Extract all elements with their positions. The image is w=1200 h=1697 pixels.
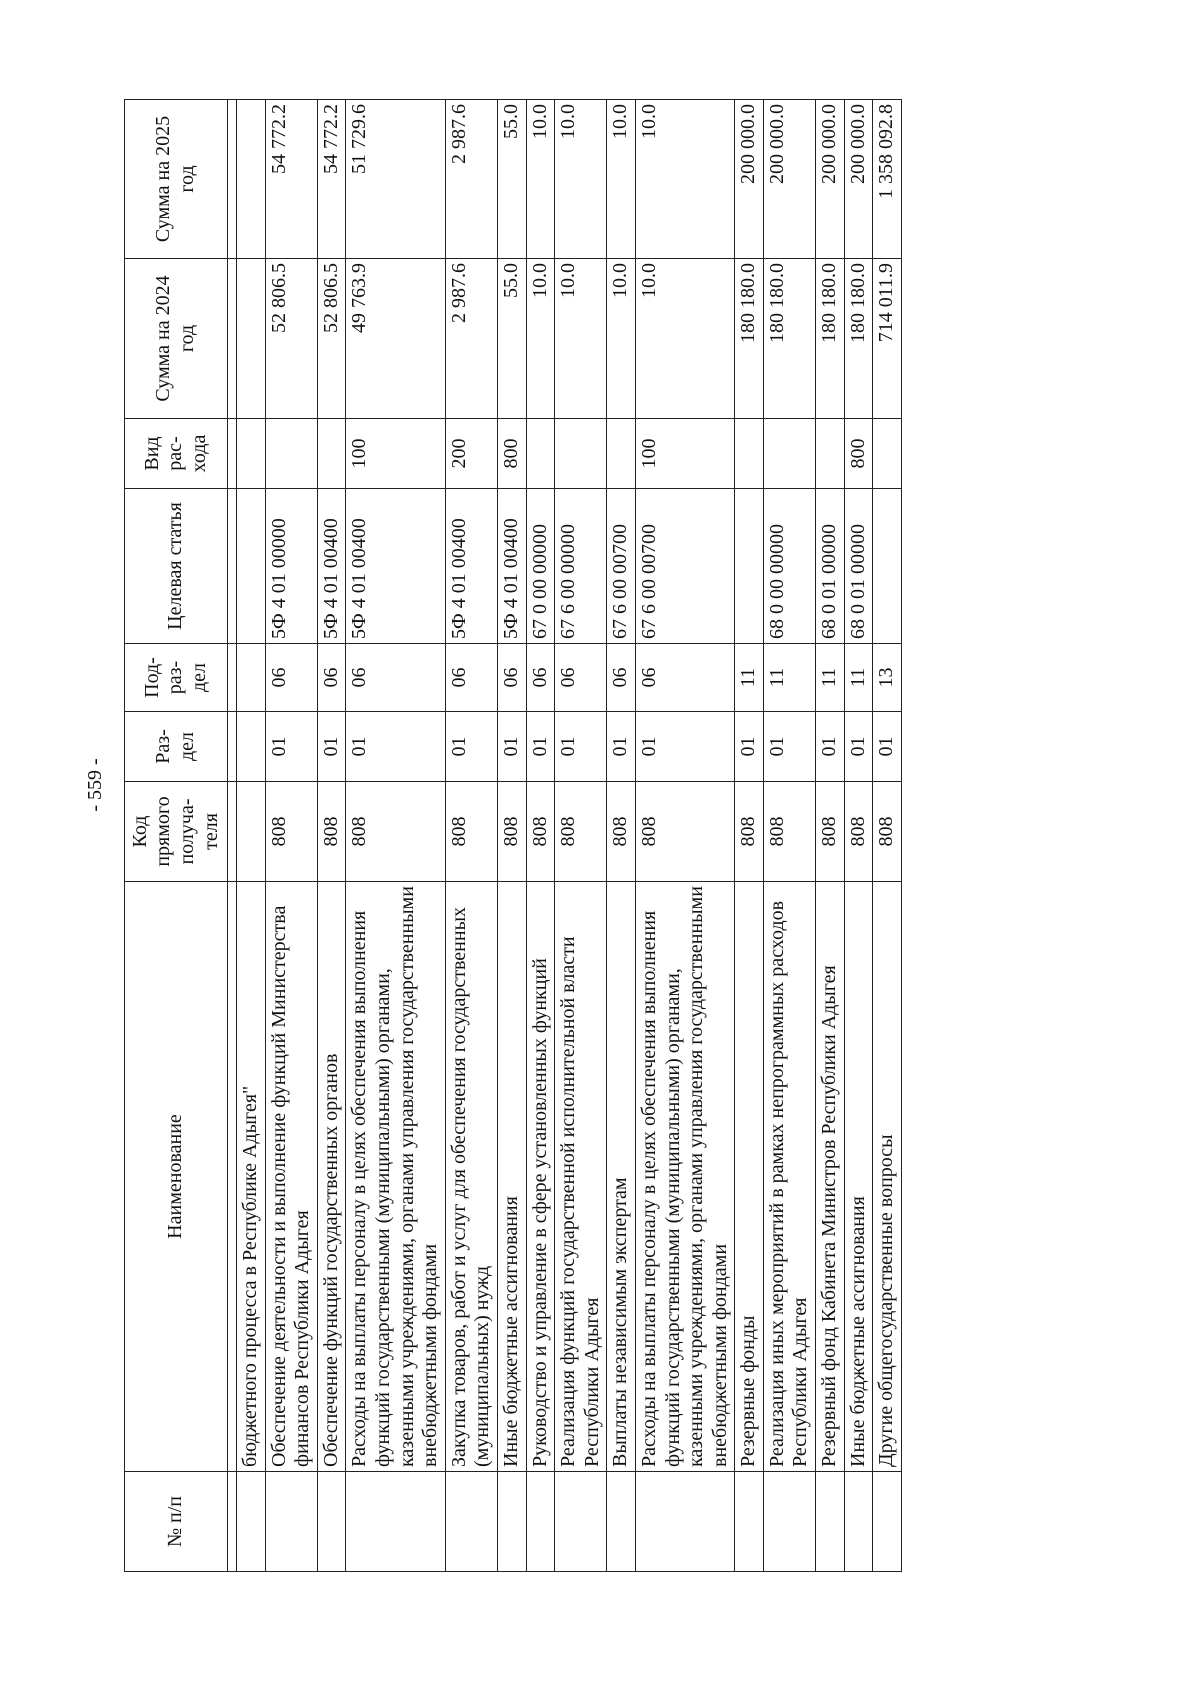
cell-sum-2025: 200 000.0 (763, 100, 815, 259)
cell-subsection: 06 (497, 644, 526, 712)
cell-target-article (735, 489, 764, 644)
cell-section (237, 712, 266, 782)
cell-sum-2025: 54 772.2 (265, 100, 317, 259)
cell-target-article: 67 6 00 00000 (555, 489, 607, 644)
cell-expense-type (873, 419, 902, 489)
cell-num (735, 1472, 764, 1572)
cell-num (265, 1472, 317, 1572)
header-subsection: Под- раз- дел (125, 644, 228, 712)
table-row (317, 100, 346, 1572)
cell-recipient-code: 808 (844, 782, 873, 882)
cell-target-article (873, 489, 902, 644)
cell-num (445, 1472, 497, 1572)
cell-section: 01 (763, 712, 815, 782)
cell-recipient-code: 808 (346, 782, 445, 882)
cell-expense-type (526, 419, 555, 489)
cell-name: Выплаты независимым экспертам (607, 882, 636, 1472)
cell-subsection: 06 (265, 644, 317, 712)
cell-sum-2024: 55.0 (497, 259, 526, 419)
cell-target-article (237, 489, 266, 644)
cell-recipient-code: 808 (763, 782, 815, 882)
cell-section: 01 (607, 712, 636, 782)
cell-subsection: 06 (445, 644, 497, 712)
table-row (497, 100, 526, 1572)
cell-recipient-code: 808 (265, 782, 317, 882)
cell-sum-2025: 200 000.0 (844, 100, 873, 259)
cell-target-article: 67 0 00 00000 (526, 489, 555, 644)
page-number: - 559 - (84, 758, 106, 812)
cell-name: Реализация иных мероприятий в рамках непрограммных расходов Республики Адыгея (763, 882, 815, 1472)
cell-subsection: 11 (816, 644, 845, 712)
table-row (526, 100, 555, 1572)
cell-target-article: 68 0 01 00000 (816, 489, 845, 644)
cell-target-article: 5Ф 4 01 00400 (445, 489, 497, 644)
cell-expense-type (763, 419, 815, 489)
header-expense-type: Вид рас- хода (125, 419, 228, 489)
cell-section: 01 (735, 712, 764, 782)
budget-table (124, 99, 902, 1572)
cell-sum-2024 (237, 259, 266, 419)
table-row (237, 100, 266, 1572)
cell-section: 01 (317, 712, 346, 782)
cell-subsection: 11 (844, 644, 873, 712)
cell-sum-2024: 52 806.5 (317, 259, 346, 419)
cell-section: 01 (873, 712, 902, 782)
cell-num (237, 1472, 266, 1572)
cell-sum-2025: 10.0 (635, 100, 734, 259)
cell-recipient-code: 808 (317, 782, 346, 882)
cell-subsection: 06 (607, 644, 636, 712)
cell-expense-type (816, 419, 845, 489)
cell-sum-2024: 10.0 (555, 259, 607, 419)
cell-recipient-code: 808 (635, 782, 734, 882)
cell-name: Обеспечение функций государственных органов (317, 882, 346, 1472)
header-target-article: Целевая статья (125, 489, 228, 644)
cell-subsection: 06 (346, 644, 445, 712)
cell-subsection (237, 644, 266, 712)
cell-recipient-code: 808 (873, 782, 902, 882)
cell-sum-2024: 49 763.9 (346, 259, 445, 419)
cell-num (346, 1472, 445, 1572)
cell-subsection: 11 (735, 644, 764, 712)
table-row (816, 100, 845, 1572)
cell-sum-2025: 200 000.0 (816, 100, 845, 259)
cell-section: 01 (555, 712, 607, 782)
cell-target-article: 67 6 00 00700 (607, 489, 636, 644)
cell-recipient-code: 808 (735, 782, 764, 882)
cell-sum-2025: 55.0 (497, 100, 526, 259)
cell-target-article: 68 0 00 00000 (763, 489, 815, 644)
cell-sum-2025: 10.0 (607, 100, 636, 259)
cell-target-article: 5Ф 4 01 00400 (346, 489, 445, 644)
cell-target-article: 68 0 01 00000 (844, 489, 873, 644)
cell-num (497, 1472, 526, 1572)
cell-section: 01 (844, 712, 873, 782)
cell-num (526, 1472, 555, 1572)
cell-name: Реализация функций государственной исполнительной власти Республики Адыгея (555, 882, 607, 1472)
cell-num (635, 1472, 734, 1572)
cell-num (317, 1472, 346, 1572)
cell-section: 01 (816, 712, 845, 782)
cell-num (873, 1472, 902, 1572)
cell-section: 01 (346, 712, 445, 782)
cell-name: Другие общегосударственные вопросы (873, 882, 902, 1472)
cell-name: Расходы на выплаты персоналу в целях обеспечения выполнения функций государственными (муниципальными) органами, казенными учреждениями, органами управления государственными внебюджетными фондами (635, 882, 734, 1472)
header-separator-row (228, 100, 237, 1572)
cell-num (555, 1472, 607, 1572)
cell-expense-type (317, 419, 346, 489)
cell-sum-2025: 51 729.6 (346, 100, 445, 259)
cell-target-article: 5Ф 4 01 00400 (317, 489, 346, 644)
cell-recipient-code: 808 (497, 782, 526, 882)
cell-section: 01 (265, 712, 317, 782)
cell-name: бюджетного процесса в Республике Адыгея" (237, 882, 266, 1472)
cell-name: Иные бюджетные ассигнования (497, 882, 526, 1472)
table-row (265, 100, 317, 1572)
cell-sum-2025: 54 772.2 (317, 100, 346, 259)
cell-section: 01 (497, 712, 526, 782)
header-row (125, 100, 228, 1572)
cell-expense-type: 800 (497, 419, 526, 489)
cell-sum-2024: 180 180.0 (735, 259, 764, 419)
table-row (635, 100, 734, 1572)
cell-sum-2024: 2 987.6 (445, 259, 497, 419)
cell-num (763, 1472, 815, 1572)
header-sum-2024: Сумма на 2024 год (125, 259, 228, 419)
cell-recipient-code: 808 (445, 782, 497, 882)
cell-subsection: 11 (763, 644, 815, 712)
cell-subsection: 06 (555, 644, 607, 712)
header-section: Раз- дел (125, 712, 228, 782)
cell-expense-type (607, 419, 636, 489)
cell-recipient-code: 808 (555, 782, 607, 882)
table-row (844, 100, 873, 1572)
cell-recipient-code (237, 782, 266, 882)
cell-num (607, 1472, 636, 1572)
cell-expense-type (555, 419, 607, 489)
cell-expense-type: 100 (346, 419, 445, 489)
cell-expense-type (735, 419, 764, 489)
cell-expense-type (265, 419, 317, 489)
cell-sum-2025: 10.0 (526, 100, 555, 259)
cell-name: Резервный фонд Кабинета Министров Республики Адыгея (816, 882, 845, 1472)
cell-recipient-code: 808 (526, 782, 555, 882)
cell-sum-2024: 10.0 (526, 259, 555, 419)
header-name: Наименование (125, 882, 228, 1472)
cell-sum-2024: 180 180.0 (816, 259, 845, 419)
cell-subsection: 06 (526, 644, 555, 712)
cell-num (844, 1472, 873, 1572)
table-row (346, 100, 445, 1572)
table-row (555, 100, 607, 1572)
header-num: № п/п (125, 1472, 228, 1572)
cell-subsection: 13 (873, 644, 902, 712)
cell-section: 01 (445, 712, 497, 782)
cell-name: Расходы на выплаты персоналу в целях обеспечения выполнения функций государственными (муниципальными) органами, казенными учреждениями, органами управления государственными внебюджетными фондами (346, 882, 445, 1472)
header-recipient-code: Код прямого получа- теля (125, 782, 228, 882)
cell-sum-2025: 2 987.6 (445, 100, 497, 259)
cell-sum-2024: 714 011.9 (873, 259, 902, 419)
cell-recipient-code: 808 (816, 782, 845, 882)
table-row (445, 100, 497, 1572)
cell-sum-2025: 10.0 (555, 100, 607, 259)
cell-subsection: 06 (317, 644, 346, 712)
cell-name: Закупка товаров, работ и услуг для обеспечения государственных (муниципальных) нужд (445, 882, 497, 1472)
table-row (607, 100, 636, 1572)
rotated-sheet (124, 100, 1044, 1572)
cell-sum-2024: 52 806.5 (265, 259, 317, 419)
cell-target-article: 67 6 00 00700 (635, 489, 734, 644)
cell-sum-2024: 10.0 (635, 259, 734, 419)
table-body (237, 100, 902, 1572)
cell-sum-2025: 1 358 092.8 (873, 100, 902, 259)
cell-name: Руководство и управление в сфере установленных функций (526, 882, 555, 1472)
cell-expense-type: 200 (445, 419, 497, 489)
cell-sum-2024: 180 180.0 (763, 259, 815, 419)
cell-name: Обеспечение деятельности и выполнение функций Министерства финансов Республики Адыгея (265, 882, 317, 1472)
cell-recipient-code: 808 (607, 782, 636, 882)
cell-target-article: 5Ф 4 01 00000 (265, 489, 317, 644)
cell-expense-type: 800 (844, 419, 873, 489)
header-sum-2025: Сумма на 2025 год (125, 100, 228, 259)
cell-name: Иные бюджетные ассигнования (844, 882, 873, 1472)
cell-subsection: 06 (635, 644, 734, 712)
table-row (763, 100, 815, 1572)
cell-section: 01 (635, 712, 734, 782)
table-row (873, 100, 902, 1572)
cell-sum-2025 (237, 100, 266, 259)
cell-expense-type: 100 (635, 419, 734, 489)
cell-num (816, 1472, 845, 1572)
cell-sum-2024: 180 180.0 (844, 259, 873, 419)
table-row (735, 100, 764, 1572)
cell-sum-2025: 200 000.0 (735, 100, 764, 259)
cell-sum-2024: 10.0 (607, 259, 636, 419)
cell-target-article: 5Ф 4 01 00400 (497, 489, 526, 644)
cell-section: 01 (526, 712, 555, 782)
cell-expense-type (237, 419, 266, 489)
cell-name: Резервные фонды (735, 882, 764, 1472)
